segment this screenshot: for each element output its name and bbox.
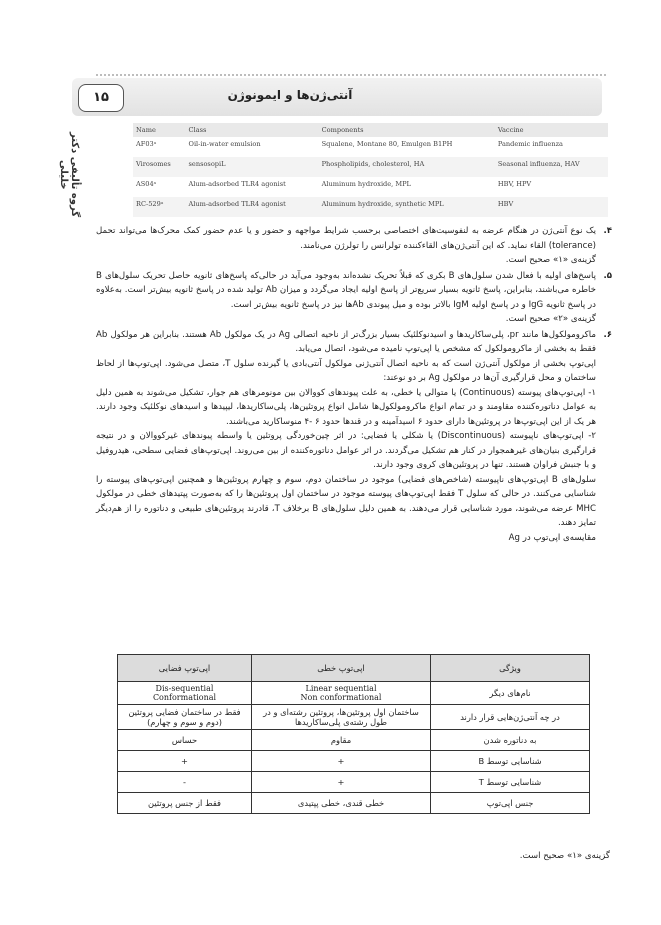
question-number: ۵. — [603, 270, 612, 281]
epitope-comparison-table — [117, 654, 590, 814]
col-vaccine: Vaccine — [495, 123, 608, 137]
final-answer: گزینه‌ی «۱» صحیح است. — [519, 851, 610, 861]
table-row — [133, 197, 608, 217]
table-cell: - — [118, 772, 252, 793]
table-row — [133, 157, 608, 177]
table-cell: خطی قندی، خطی پپتیدی — [252, 793, 431, 814]
table-cell: Alum-adsorbed TLR4 agonist — [186, 197, 319, 217]
table-cell: Aluminum hydroxide, synthetic MPL — [319, 197, 495, 217]
paragraph: ماکرومولکول‌ها مانند pr، پلی‌ساکاریدها و اسیدنوکلئیک بسیار بزرگ‌تر از ناحیه اتصالی Ag در یک مولکول Ab هستند. بنابراین هر مولکول Ab فقط به بخشی از ماکرومولکول که مشخص یا اپی‌توپ نامیده می‌شود، اتصال می‌یابد. — [96, 329, 596, 354]
table-row — [133, 177, 608, 197]
table-cell: sensosopiL — [186, 157, 319, 177]
table-row — [118, 705, 590, 730]
side-author-label: گروه تألیفی دکتر خلیلی — [58, 132, 80, 218]
chapter-title: آنتی‌ژن‌ها و ایمونوژن — [227, 88, 353, 102]
paragraph: یک نوع آنتی‌ژن در هنگام عرضه به لنفوسیت‌های اختصاصی برحسب شرایط مواجهه و حضور و یا عدم حضور کمک محرک‌ها می‌تواند تحمل (tolerance) القاء نماید. که این آنتی‌ژن‌های القاءکننده تولرانس را تولرژن می‌نامند. — [96, 226, 596, 251]
answer-line: گزینه‌ی «۲» صحیح است. — [505, 314, 596, 324]
table-header-row — [118, 655, 590, 682]
table-cell: + — [252, 751, 431, 772]
table-cell: Pandemic influenza — [497, 140, 563, 148]
table-cell: Aluminum hydroxide, MPL — [321, 180, 411, 188]
table-cell: جنس اپی‌توپ — [431, 793, 590, 814]
question-block — [96, 269, 610, 327]
question-block — [96, 328, 610, 546]
table-cell: شناسایی توسط B — [431, 751, 590, 772]
table-cell: در چه آنتی‌ژن‌هایی قرار دارند — [431, 705, 590, 730]
table-row — [118, 682, 590, 705]
table-cell: Alum-adsorbed TLR4 agonist — [188, 180, 286, 188]
question-number: ۴. — [603, 226, 612, 236]
paragraph: پاسخ‌های اولیه با فعال شدن سلول‌های B بکری که قبلاً تحریک نشده‌اند به‌وجود می‌آید در حالی‌که پاسخ‌های ثانویه حاصل تحریک سلول‌های B خاطره می‌باشند، بنابراین، پاسخ ثانویه بسیار سریع‌تر از پاسخ اولیه ایجاد می‌گردد و میزان Ab تولید شده در پاسخ ثانویه بیش‌تر است. به‌علاوه در پاسخ ثانویه IgG و در پاسخ اولیه IgM بالاتر بوده و میل پیوندی Abها نیز در پاسخ ثانویه بیش‌تر است. — [96, 270, 596, 310]
table-cell: AF03ᵃ — [136, 140, 157, 148]
vaccine-adjuvant-table — [133, 123, 608, 217]
col-components: Components — [319, 123, 495, 137]
table-cell: فقط در ساختمان فضایی پروتئین (دوم و سوم و چهارم) — [118, 705, 252, 730]
table-cell: حساس — [118, 730, 252, 751]
table-cell: Seasonal influenza, HAV — [495, 157, 608, 177]
table-cell: HBV — [495, 197, 608, 217]
table-cell: RC-529ᵃ — [133, 197, 186, 217]
table-cell: مقاوم — [252, 730, 431, 751]
paragraph: ۱- اپی‌توپ‌های پیوسته (Continuous) یا متوالی یا خطی، به علت پیوندهای کووالان بین مونومرهای هم جوار، تشکیل می‌شوند به همین دلیل به عوامل دناتوره‌کننده مقاومند و در تمام انواع ماکرومولکول‌ها شامل انواع پروتئین‌ها، پلی‌ساکاریدها، لیپیدها و اسیدهای نوکلئیک وجود دارند. هر یک از این اپی‌توپ‌ها در پروتئین‌ها دارای حدود ۶ اسیدآمینه و در قندها حدود ۶ -۴ منوساکارید می‌باشند. — [96, 387, 596, 427]
answer-text — [96, 224, 610, 545]
table-header-row — [133, 123, 608, 137]
table-row — [118, 772, 590, 793]
table-cell: HBV, HPV — [497, 180, 532, 188]
table-cell: فقط از جنس پروتئین — [118, 793, 252, 814]
paragraph: مقایسه‌ی اپی‌توپ در Ag — [508, 532, 596, 543]
paragraph: اپی‌توپ بخشی از مولکول آنتی‌ژن است که به ناحیه اتصال آنتی‌ژنی مولکول آنتی‌بادی یا گیرنده سلول T، متصل می‌شود. اپی‌توپ‌ها از لحاظ ساختمان و محل قرارگیری آن‌ها در مولکول Ag بر دو نوعند: — [96, 358, 596, 383]
table-cell: Phospholipids, cholesterol, HA — [319, 157, 495, 177]
table-row — [118, 730, 590, 751]
col-feature: ویژگی — [431, 655, 590, 682]
table-cell: نام‌های دیگر — [431, 682, 590, 705]
page-number: ۱۵ — [78, 84, 124, 112]
table-cell: + — [118, 751, 252, 772]
table-cell: Oil-in-water emulsion — [188, 140, 261, 148]
col-conformational: اپی‌توپ فضایی — [118, 655, 252, 682]
paragraph: سلول‌های B اپی‌توپ‌های ناپیوسته (شاخص‌های فضایی) موجود در ساختمان دوم، سوم و چهارم پروتئین‌ها و همچنین اپی‌توپ‌های پیوسته را شناسایی می‌کنند. در حالی که سلول T فقط اپی‌توپ‌های پیوسته موجود در ساختمان اول پروتئین‌ها را که به‌صورت پپتیدهای خطی در مولکول MHC عرضه می‌شوند، مورد شناسایی قرار می‌دهند. به همین دلیل سلول‌های B برخلاف T، قادرند پروتئین‌های طبیعی و دناتوره را از هم‌دیگر تمایز دهند. — [96, 474, 596, 528]
table-row — [118, 751, 590, 772]
table-cell: Virosomes — [133, 157, 186, 177]
table-cell: Linear sequential Non conformational — [252, 682, 431, 705]
question-number: ۶. — [603, 329, 612, 340]
table-cell: ساختمان اول پروتئین‌ها، پروتئین رشته‌ای و در طول رشته‌ی پلی‌ساکاریدها — [252, 705, 431, 730]
table-row — [118, 793, 590, 814]
table-cell: شناسایی توسط T — [431, 772, 590, 793]
table-cell: Dis-sequential Conformational — [118, 682, 252, 705]
paragraph: ۲- اپی‌توپ‌های ناپیوسته (Discontinuous) یا شکلی یا فضایی: در اثر چین‌خوردگی پروتئین یا واسطه پیوندهای غیرکووالان و در نتیجه قرارگیری بنیان‌های غیرهمجوار در کنار هم تشکیل می‌گردند. در اثر عوامل دناتوره‌کننده از بین می‌روند. اپی‌توپ‌های فضایی سطحی، هیدروفیل و با جنبش فراوان هستند. تنها در پروتئین‌های کروی وجود دارند. — [96, 431, 596, 470]
col-linear: اپی‌توپ خطی — [252, 655, 431, 682]
table-cell: Squalene, Montane 80, Emulgen B1PH — [321, 140, 453, 148]
col-class: Class — [186, 123, 319, 137]
col-name: Name — [133, 123, 186, 137]
table-cell: به دناتوره شدن — [431, 730, 590, 751]
answer-line: گزینه‌ی «۱» صحیح است. — [505, 255, 596, 265]
table-cell: + — [252, 772, 431, 793]
question-block — [96, 224, 610, 268]
table-cell: AS04ᵃ — [136, 180, 157, 188]
table-row — [133, 137, 608, 157]
